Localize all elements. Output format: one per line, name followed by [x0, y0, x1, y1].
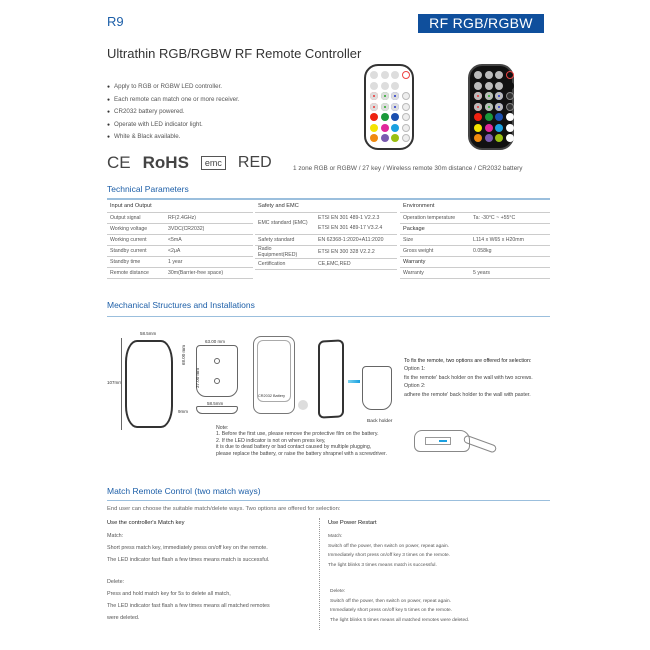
- cell-value: ETSI EN 301 489-17 V3.2.4: [318, 225, 383, 231]
- cell-label: Standby time: [107, 256, 165, 267]
- screwdriver-icon: [463, 434, 498, 453]
- cell-value: 3VDC(CR2032): [165, 223, 253, 234]
- feature-item: ● CR2032 battery powered.: [107, 106, 240, 119]
- feature-list: [107, 81, 240, 144]
- match-label: Match:: [107, 533, 124, 539]
- instruction-line: Switch off the power, then switch on power, repeat again.: [328, 543, 449, 549]
- instruction-line: were deleted.: [107, 614, 140, 621]
- power-restart-match: [328, 532, 450, 570]
- match-label: Match:: [328, 534, 343, 539]
- remote-side-drawing: [318, 339, 344, 418]
- cell-label: Gross weight: [400, 245, 470, 256]
- table-header: Safety and EMC: [255, 201, 397, 212]
- instruction-line: Immediately short press on/off key 3 times on the remote.: [328, 553, 451, 558]
- safety-emc-table: [255, 201, 397, 270]
- option-text: adhere the remote' back holder to the wall with paster.: [404, 391, 531, 398]
- instruction-line: The LED indicator fast flash a few times means match is successful.: [107, 556, 270, 563]
- battery-removal-drawing: [414, 430, 470, 452]
- section-divider: [107, 500, 550, 501]
- ce-logo: CE: [107, 153, 131, 172]
- instruction-line: Short press match key, immediately press on/off key on the remote.: [107, 544, 268, 551]
- table-row: [107, 245, 253, 256]
- input-output-table: [107, 201, 253, 279]
- instruction-line: Switch off the power, then switch on power, repeat again.: [330, 598, 451, 604]
- cell-value: 1 year: [165, 256, 253, 267]
- white-remote-image: [364, 64, 414, 150]
- dimension-label: 9mm: [178, 409, 188, 414]
- dimension-label: 68.00 mm: [181, 344, 186, 365]
- table-header: Input and Output: [107, 201, 253, 212]
- table-row: [107, 267, 253, 278]
- certification-logos: [107, 153, 272, 173]
- table-row: [400, 267, 550, 278]
- fix-title: To fix the remote, two options are offered for selection:: [404, 358, 532, 364]
- cell-value: ETSI EN 300 328 V2.2.2: [315, 245, 397, 258]
- table-header: Environment: [400, 201, 550, 212]
- table-row: [255, 234, 397, 245]
- cell-label: Working current: [107, 234, 165, 245]
- match-key-title: Use the controller's Match key: [107, 520, 185, 526]
- table-row: [255, 212, 397, 234]
- match-heading: Match Remote Control (two match ways): [107, 486, 261, 496]
- feature-item: ● Operate with LED indicator light.: [107, 119, 240, 132]
- instruction-line: The light blinks 5 times means all matched remotes were deleted.: [330, 617, 470, 623]
- instruction-line: Press and hold match key for 5s to delete all match,: [107, 591, 231, 598]
- remote-back-drawing: [253, 336, 295, 414]
- holder-outline-drawing: [196, 345, 238, 397]
- note-line: it is due to dead battery or bad contact caused by multiple plugging,: [216, 444, 372, 451]
- dimension-label: 58.5mm: [207, 401, 224, 406]
- cell-label: Output signal: [107, 212, 165, 223]
- installation-note: [216, 425, 387, 457]
- table-row: [400, 212, 550, 223]
- cell-label: Standby current: [107, 245, 165, 256]
- technical-parameters-heading: Technical Parameters: [107, 184, 189, 194]
- table-row: [255, 258, 397, 269]
- dimension-label: 37.00 mm: [195, 367, 200, 388]
- dimension-label: 58.5mm: [140, 331, 157, 336]
- feature-item: ● Apply to RGB or RGBW LED controller.: [107, 81, 240, 94]
- note-line: 2. If the LED indicator is not on when press key,: [216, 437, 326, 444]
- cell-label: Certification: [255, 258, 315, 269]
- emc-logo: emc: [201, 156, 226, 170]
- back-holder-label: Back holder: [367, 419, 393, 424]
- cell-label: Safety standard: [255, 234, 315, 245]
- note-line: please replace the battery, or raise the battery shrapnel with a screwdriver.: [216, 450, 387, 457]
- cell-label: Size: [400, 234, 470, 245]
- cell-value: 30m(Barrier-free space): [165, 267, 253, 278]
- side-profile-drawing: [196, 406, 238, 414]
- feature-item: ● White & Black available.: [107, 131, 240, 144]
- instruction-line: Immediately short press on/off key 5 times on the remote.: [330, 608, 453, 613]
- model-number: R9: [107, 14, 124, 29]
- cell-label: EMC standard (EMC): [255, 212, 315, 234]
- cell-label: Radio Equipment(RED): [255, 245, 315, 258]
- dimension-label: 107mm: [107, 380, 123, 385]
- screw-icon: [298, 400, 308, 410]
- dimension-line: [121, 338, 122, 430]
- cell-label: Working voltage: [107, 223, 165, 234]
- section-divider: [107, 198, 550, 200]
- fixing-options: [404, 357, 533, 399]
- cell-value: ETSI EN 301 489-1 V2.2.3: [318, 215, 380, 221]
- table-header: Warranty: [400, 256, 550, 267]
- back-holder-drawing: [362, 366, 392, 410]
- red-logo: RED: [237, 154, 272, 171]
- product-title: Ultrathin RGB/RGBW RF Remote Controller: [107, 46, 362, 61]
- black-remote-image: [468, 64, 514, 150]
- option-label: Option 1:: [404, 366, 426, 373]
- delete-label: Delete:: [107, 579, 125, 586]
- table-row: [107, 212, 253, 223]
- match-key-instructions: [107, 531, 270, 625]
- cell-value: CE,EMC,RED: [315, 258, 397, 269]
- cell-value: Ta: -30°C ~ +55°C: [470, 212, 550, 223]
- power-restart-delete: [330, 587, 469, 625]
- cell-value: 5 years: [470, 267, 550, 278]
- table-row: [107, 256, 253, 267]
- dimension-label: 63.00 mm: [205, 339, 226, 344]
- feature-item: ● Each remote can match one or more receiver.: [107, 94, 240, 107]
- environment-package-table: [400, 201, 550, 279]
- battery-label: CR2032 Battery: [258, 394, 286, 398]
- spec-summary: 1 zone RGB or RGBW / 27 key / Wireless remote 30m distance / CR2032 battery: [293, 165, 523, 172]
- cell-label: Operation temperature: [400, 212, 470, 223]
- product-type-badge: RF RGB/RGBW: [418, 14, 544, 33]
- arrow-icon: [348, 380, 360, 383]
- option-text: fix the remote' back holder on the wall with two screws.: [404, 374, 533, 381]
- cell-label: Remote distance: [107, 267, 165, 278]
- section-divider: [107, 316, 550, 317]
- table-row: [400, 234, 550, 245]
- rohs-logo: RoHS: [142, 153, 189, 172]
- cell-value: L114 x W65 x H20mm: [470, 234, 550, 245]
- column-divider: [319, 518, 320, 630]
- note-line: 1. Before the first use, please remove the protective film on the battery.: [216, 431, 379, 438]
- mechanical-heading: Mechanical Structures and Installations: [107, 300, 255, 310]
- cell-value: <2μA: [165, 245, 253, 256]
- cell-value: <5mA: [165, 234, 253, 245]
- delete-label: Delete:: [330, 589, 346, 594]
- cell-value: 0.058kg: [470, 245, 550, 256]
- match-intro: End user can choose the suitable match/delete ways. Two options are offered for selection:: [107, 506, 341, 512]
- cell-label: Warranty: [400, 267, 470, 278]
- instruction-line: The LED indicator fast flash a few times means all matched remotes: [107, 602, 270, 609]
- table-row: [255, 245, 397, 258]
- instruction-line: The light blinks 3 times means match is successful.: [328, 562, 437, 568]
- cell-value: RF(2.4GHz): [165, 212, 253, 223]
- table-row: [107, 223, 253, 234]
- table-row: [400, 245, 550, 256]
- remote-outline-drawing: [125, 340, 173, 428]
- option-label: Option 2:: [404, 383, 426, 390]
- cell-value: EN 62368-1:2020+A11:2020: [315, 234, 397, 245]
- table-header: Package: [400, 223, 550, 234]
- note-title: Note:: [216, 425, 229, 431]
- power-restart-title: Use Power Restart: [328, 520, 377, 526]
- table-row: [107, 234, 253, 245]
